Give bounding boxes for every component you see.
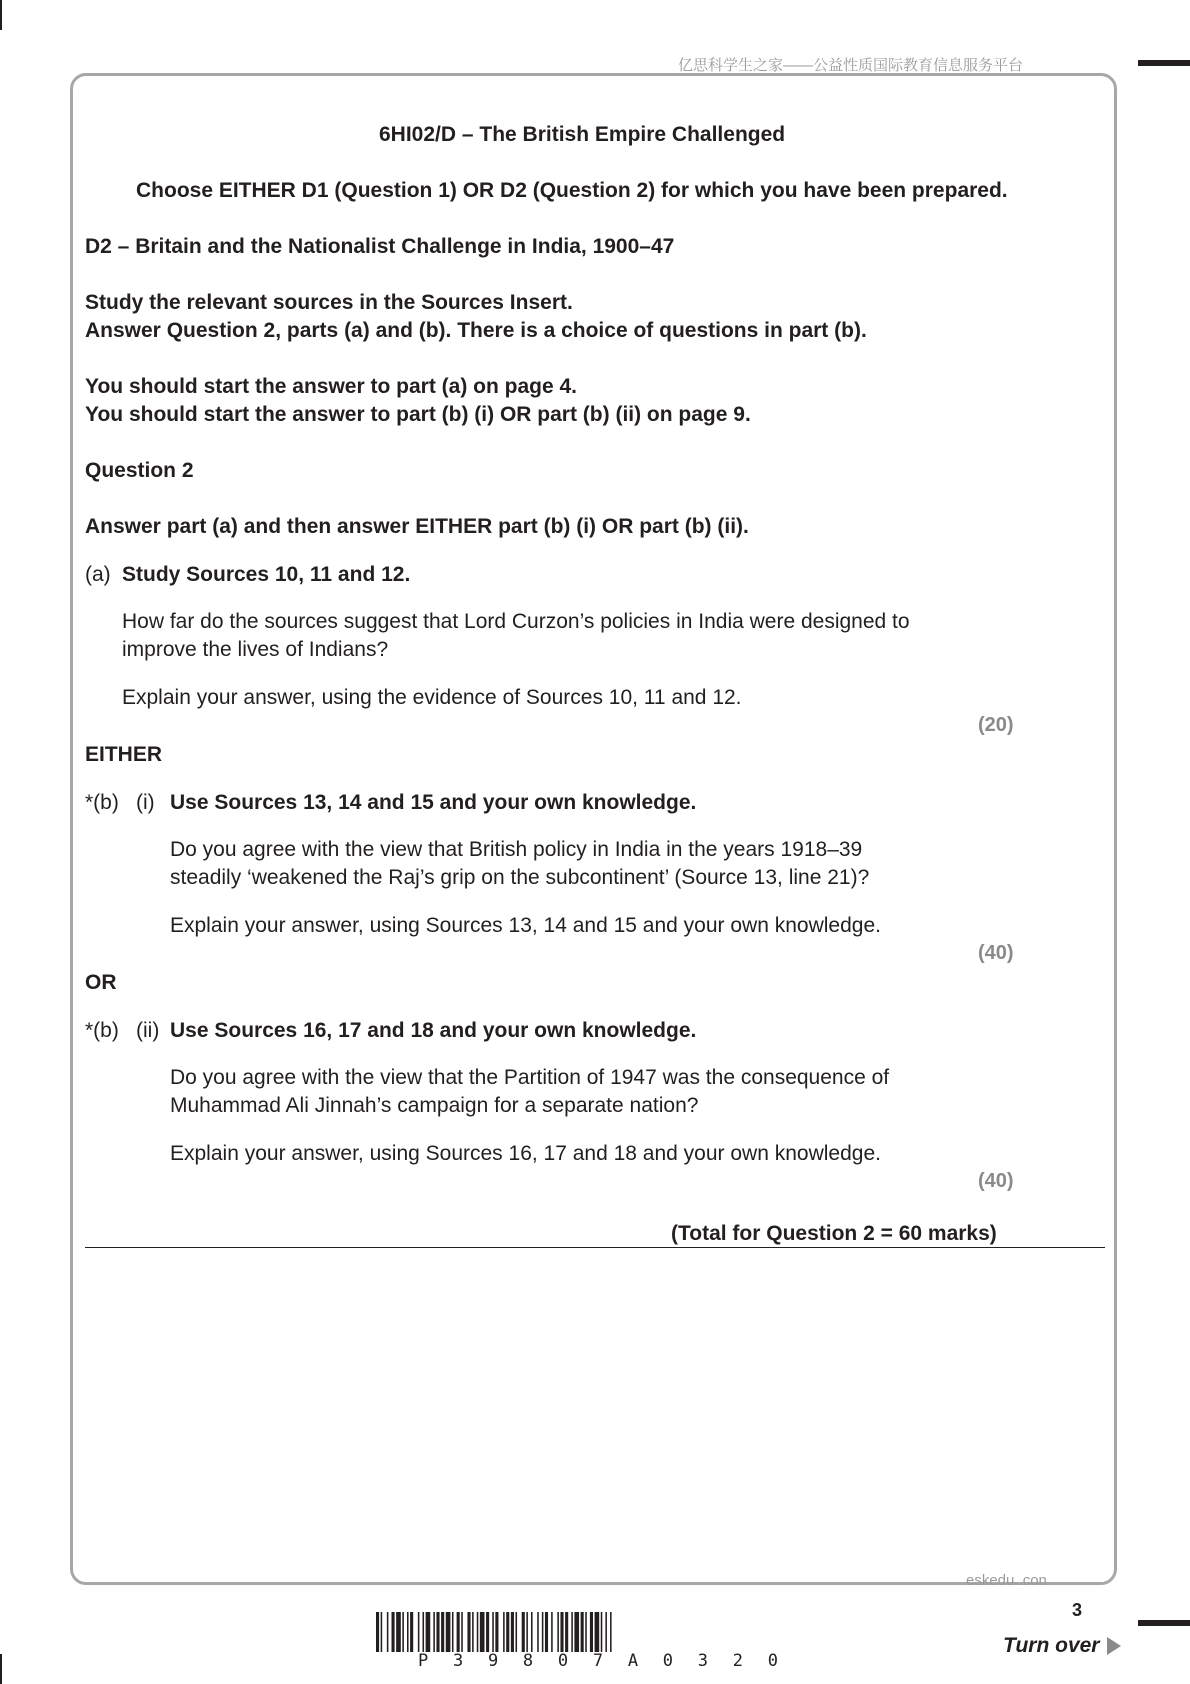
barcode-bar bbox=[407, 1612, 409, 1652]
barcode-bar bbox=[516, 1612, 518, 1652]
barcode-bar bbox=[605, 1612, 607, 1652]
part-a-marks: (20) bbox=[978, 714, 1014, 736]
barcode-bar bbox=[486, 1612, 489, 1652]
barcode-bar bbox=[610, 1612, 612, 1652]
barcode-bar bbox=[472, 1612, 474, 1652]
question-heading: Question 2 bbox=[85, 459, 194, 482]
barcode-digit: 0 bbox=[662, 1651, 674, 1671]
barcode-bar bbox=[565, 1612, 568, 1652]
barcode-digit: 8 bbox=[522, 1651, 534, 1671]
part-b-i-question-line-1: Do you agree with the view that British policy in India in the years 1918–39 bbox=[170, 838, 863, 861]
turn-over bbox=[1003, 1634, 1121, 1658]
study-instruction-2: Answer Question 2, parts (a) and (b). There is a choice of questions in part (b). bbox=[85, 319, 867, 342]
barcode-bar bbox=[511, 1612, 514, 1652]
option-heading: D2 – Britain and the Nationalist Challenge in India, 1900–47 bbox=[85, 235, 675, 258]
part-b-ii-explain: Explain your answer, using Sources 16, 17 and 18 and your own knowledge. bbox=[170, 1142, 881, 1165]
barcode-digit: 7 bbox=[592, 1651, 604, 1671]
turn-over-label: Turn over bbox=[1003, 1634, 1100, 1657]
barcode-bar bbox=[433, 1612, 435, 1652]
barcode-bar bbox=[551, 1612, 553, 1652]
part-b-i-marks: (40) bbox=[978, 942, 1014, 964]
arrow-right-icon bbox=[1107, 1637, 1121, 1655]
part-b-ii-heading: Use Sources 16, 17 and 18 and your own knowledge. bbox=[170, 1019, 697, 1042]
barcode-digit: 3 bbox=[697, 1651, 708, 1671]
barcode-bar bbox=[381, 1612, 383, 1652]
barcode-bar bbox=[402, 1612, 404, 1652]
barcode-bar bbox=[480, 1612, 485, 1652]
barcode-digit: 3 bbox=[452, 1651, 464, 1671]
barcode-digit: P bbox=[418, 1651, 429, 1671]
study-instruction-1: Study the relevant sources in the Sources Insert. bbox=[85, 291, 573, 314]
crop-mark-top-right bbox=[1138, 60, 1190, 66]
barcode-bar bbox=[503, 1612, 505, 1652]
barcode-bar bbox=[595, 1612, 600, 1652]
start-instruction-2: You should start the answer to part (b) (i) OR part (b) (ii) on page 9. bbox=[85, 403, 751, 426]
barcode-bar bbox=[441, 1612, 444, 1652]
part-b-i-label: *(b) bbox=[85, 791, 119, 814]
total-marks: (Total for Question 2 = 60 marks) bbox=[671, 1222, 997, 1245]
barcode-bar bbox=[492, 1612, 494, 1652]
barcode-bar bbox=[506, 1612, 509, 1652]
barcode-digit: 0 bbox=[767, 1651, 778, 1671]
crop-mark-bottom-left bbox=[0, 1654, 2, 1684]
barcode-bar bbox=[495, 1612, 498, 1652]
part-b-ii-question-line-1: Do you agree with the view that the Partition of 1947 was the consequence of bbox=[170, 1066, 890, 1089]
barcode-bar bbox=[452, 1612, 454, 1652]
barcode-bar bbox=[522, 1612, 525, 1652]
part-b-i-heading: Use Sources 13, 14 and 15 and your own knowledge. bbox=[170, 791, 697, 814]
barcode-bar bbox=[461, 1612, 463, 1652]
barcode-bar bbox=[574, 1612, 579, 1652]
barcode-bar bbox=[542, 1612, 544, 1652]
either-label: EITHER bbox=[85, 743, 163, 766]
barcode-bar bbox=[537, 1612, 539, 1652]
part-b-i-question-line-2: steadily ‘weakened the Raj’s grip on the subcontinent’ (Source 13, line 21)? bbox=[170, 866, 870, 889]
barcode-bar bbox=[436, 1612, 439, 1652]
barcode-bar bbox=[477, 1612, 479, 1652]
barcode-digit: 2 bbox=[732, 1651, 743, 1671]
barcode-bar bbox=[446, 1612, 451, 1652]
barcode-bar bbox=[545, 1612, 548, 1652]
part-a-question-line-2: improve the lives of Indians? bbox=[122, 638, 389, 661]
barcode-bar bbox=[601, 1612, 603, 1652]
part-a-heading: Study Sources 10, 11 and 12. bbox=[122, 563, 411, 586]
barcode-bar bbox=[590, 1612, 593, 1652]
total-rule bbox=[85, 1247, 1105, 1248]
part-a-question-line-1: How far do the sources suggest that Lord Curzon’s policies in India were designed to bbox=[122, 610, 910, 633]
barcode-bar bbox=[571, 1612, 573, 1652]
paper-title: 6HI02/D – The British Empire Challenged bbox=[379, 123, 786, 146]
part-b-ii-question-line-2: Muhammad Ali Jinnah’s campaign for a separate nation? bbox=[170, 1094, 699, 1117]
barcode-bar bbox=[526, 1612, 528, 1652]
watermark-bottom: eskedu. con bbox=[966, 1572, 1047, 1589]
part-b-i-explain: Explain your answer, using Sources 13, 14 and 15 and your own knowledge. bbox=[170, 914, 881, 937]
barcode-bar bbox=[585, 1612, 587, 1652]
watermark-top: 亿思科学生之家——公益性质国际教育信息服务平台 bbox=[678, 57, 1024, 74]
barcode-digit: 0 bbox=[557, 1651, 569, 1671]
barcode-bar bbox=[423, 1612, 425, 1652]
barcode-bar bbox=[531, 1612, 533, 1652]
barcode-bar bbox=[557, 1612, 559, 1652]
barcode-bar bbox=[581, 1612, 584, 1652]
barcode-bar bbox=[426, 1612, 431, 1652]
barcode bbox=[376, 1612, 811, 1652]
part-b-ii-label: *(b) bbox=[85, 1019, 119, 1042]
crop-mark-top-left bbox=[0, 0, 2, 30]
barcode-digit: A bbox=[627, 1651, 639, 1671]
barcode-bar bbox=[387, 1612, 389, 1652]
barcode-bar bbox=[418, 1612, 420, 1652]
part-b-ii-sublabel: (ii) bbox=[136, 1019, 160, 1042]
choose-instruction: Choose EITHER D1 (Question 1) OR D2 (Question 2) for which you have been prepared. bbox=[136, 179, 1008, 202]
barcode-bar bbox=[396, 1612, 401, 1652]
start-instruction-1: You should start the answer to part (a) on page 4. bbox=[85, 375, 578, 398]
barcode-digits bbox=[418, 1651, 778, 1671]
part-b-i-sublabel: (i) bbox=[136, 791, 155, 814]
barcode-digit: 9 bbox=[487, 1651, 499, 1671]
barcode-bar bbox=[457, 1612, 460, 1652]
barcode-bar bbox=[410, 1612, 413, 1652]
barcode-bar bbox=[467, 1612, 470, 1652]
part-b-ii-marks: (40) bbox=[978, 1170, 1014, 1192]
barcode-bar bbox=[560, 1612, 563, 1652]
crop-mark-bottom-right bbox=[1138, 1620, 1190, 1626]
answer-instruction: Answer part (a) and then answer EITHER part (b) (i) OR part (b) (ii). bbox=[85, 515, 749, 538]
page-number: 3 bbox=[1072, 1600, 1083, 1620]
part-a-explain: Explain your answer, using the evidence of Sources 10, 11 and 12. bbox=[122, 686, 742, 709]
or-label: OR bbox=[85, 971, 117, 994]
barcode-bar bbox=[392, 1612, 395, 1652]
part-a-label: (a) bbox=[85, 563, 111, 586]
barcode-bar bbox=[376, 1612, 379, 1652]
